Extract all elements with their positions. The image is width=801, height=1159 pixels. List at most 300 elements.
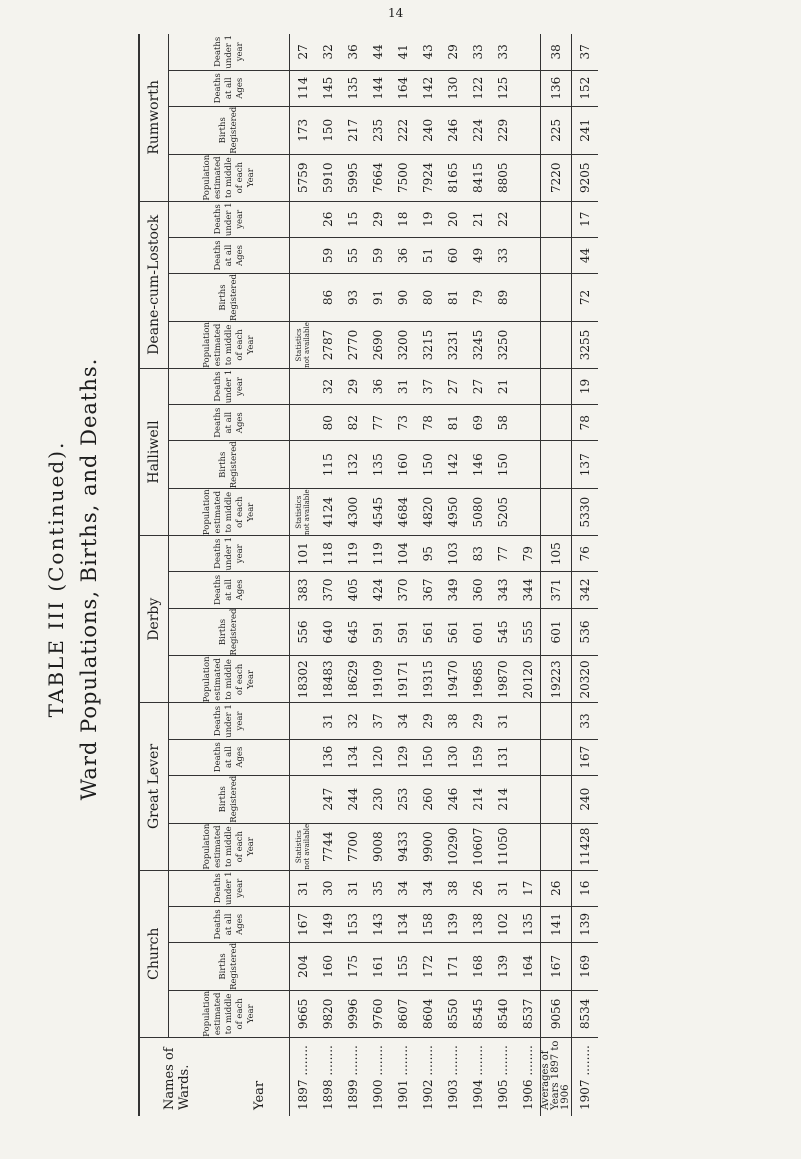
table-cell: 405 (340, 572, 365, 608)
table-cell: 370 (390, 572, 415, 608)
table-cell: 241 (572, 106, 599, 154)
table-cell: 153 (340, 906, 365, 942)
table-cell: 38 (541, 34, 572, 70)
table-cell: 222 (390, 106, 415, 154)
table-cell: 37 (365, 703, 390, 739)
table-cell: 118 (315, 536, 340, 572)
table-cell: 139 (572, 906, 599, 942)
table-cell: 69 (465, 405, 490, 441)
table-cell: 8537 (515, 990, 541, 1037)
table-cell: 383 (290, 572, 316, 608)
table-cell: 137 (572, 441, 599, 489)
table-cell (515, 237, 541, 273)
year-header-label: Year (252, 1080, 267, 1110)
table-cell: 146 (465, 441, 490, 489)
table-cell: 21 (490, 368, 515, 404)
table-cell: 4124 (315, 489, 340, 536)
table-cell: 141 (541, 906, 572, 942)
table-cell: 9820 (315, 990, 340, 1037)
column-header: Births Registered (169, 942, 290, 990)
table-cell: 2770 (340, 321, 365, 368)
table-cell: 136 (315, 739, 340, 775)
year-cell: 1899 ........ (345, 1045, 360, 1110)
table-cell (515, 739, 541, 775)
table-cell: 34 (390, 870, 415, 906)
table-cell: 8165 (440, 154, 465, 201)
table-cell: 32 (340, 703, 365, 739)
table-cell: 167 (572, 739, 599, 775)
year-cell: 1898 ........ (320, 1045, 335, 1110)
table-cell: 31 (290, 870, 316, 906)
table-row (290, 34, 316, 1116)
table-cell (515, 106, 541, 154)
table-cell: 240 (415, 106, 440, 154)
table-cell: 164 (390, 70, 415, 106)
table-row (490, 34, 515, 1116)
table-cell: 9205 (572, 154, 599, 201)
table-cell (541, 441, 572, 489)
table-cell: 7500 (390, 154, 415, 201)
table-cell: 349 (440, 572, 465, 608)
column-header: Births Registered (169, 608, 290, 656)
table-cell: 9900 (415, 823, 440, 870)
table-cell: 37 (572, 34, 599, 70)
table-cell: 122 (465, 70, 490, 106)
table-cell: 164 (515, 942, 541, 990)
column-header: Deaths at all Ages (169, 739, 290, 775)
table-cell: 4820 (415, 489, 440, 536)
table-cell (515, 823, 541, 870)
table-cell (541, 201, 572, 237)
table-cell: 3250 (490, 321, 515, 368)
table-cell: 81 (440, 274, 465, 322)
table-cell: 27 (465, 368, 490, 404)
table-cell: 120 (365, 739, 390, 775)
table-cell: 8604 (415, 990, 440, 1037)
table-cell: 20 (440, 201, 465, 237)
table-cell: 115 (315, 441, 340, 489)
table-cell: 360 (465, 572, 490, 608)
column-header: Deaths at all Ages (169, 906, 290, 942)
table-cell (541, 489, 572, 536)
column-header: Births Registered (169, 106, 290, 154)
table-cell: 2787 (315, 321, 340, 368)
table-cell: 38 (440, 703, 465, 739)
table-cell (515, 154, 541, 201)
year-cell: 1906 ........ (520, 1045, 535, 1110)
table-title: TABLE III (Continued). (44, 440, 68, 718)
table-cell: 135 (340, 70, 365, 106)
table-cell: 31 (315, 703, 340, 739)
table-cell: 230 (365, 775, 390, 823)
table-cell: 79 (515, 536, 541, 572)
table-cell: 36 (340, 34, 365, 70)
table-cell: 119 (340, 536, 365, 572)
table-subtitle: Ward Populations, Births, and Deaths. (77, 357, 101, 801)
table-cell (541, 775, 572, 823)
column-header: Deaths under 1 year (169, 536, 290, 572)
table-cell: 235 (365, 106, 390, 154)
table-cell: 134 (340, 739, 365, 775)
table-cell: 131 (490, 739, 515, 775)
table-cell: 19470 (440, 656, 465, 703)
table-cell: 371 (541, 572, 572, 608)
table-cell: 132 (340, 441, 365, 489)
table-cell: 59 (315, 237, 340, 273)
table-cell: 41 (390, 34, 415, 70)
not-available-note: Statistics not available (290, 489, 316, 536)
table-cell: 20320 (572, 656, 599, 703)
table-cell (515, 34, 541, 70)
table-cell: 81 (440, 405, 465, 441)
table-cell: 26 (465, 870, 490, 906)
column-header: Population estimated to middle of each Year (169, 990, 290, 1037)
table-cell: 168 (465, 942, 490, 990)
table-cell: 29 (415, 703, 440, 739)
table-cell: 4300 (340, 489, 365, 536)
table-cell: 35 (365, 870, 390, 906)
table-cell: 26 (541, 870, 572, 906)
table-cell: 150 (415, 441, 440, 489)
column-header: Deaths at all Ages (169, 405, 290, 441)
table-cell: 7700 (340, 823, 365, 870)
table-row (315, 34, 340, 1116)
table-cell: 51 (415, 237, 440, 273)
table-cell: 125 (490, 70, 515, 106)
table-cell: 104 (390, 536, 415, 572)
not-available-note: Statistics not available (290, 321, 316, 368)
table-cell: 246 (440, 775, 465, 823)
ward-header-rumworth: Rumworth (139, 34, 169, 201)
table-cell: 143 (365, 906, 390, 942)
table-cell: 247 (315, 775, 340, 823)
table-cell (290, 368, 316, 404)
table-cell: 136 (541, 70, 572, 106)
table-cell: 72 (572, 274, 599, 322)
table-cell: 78 (415, 405, 440, 441)
table-cell: 79 (465, 274, 490, 322)
table-cell: 555 (515, 608, 541, 656)
table-cell: 5995 (340, 154, 365, 201)
table-cell: 33 (572, 703, 599, 739)
table-cell: 29 (465, 703, 490, 739)
table-cell: 229 (490, 106, 515, 154)
column-header: Population estimated to middle of each Year (169, 321, 290, 368)
table-cell: 32 (315, 368, 340, 404)
table-cell: 80 (315, 405, 340, 441)
table-cell: 114 (290, 70, 316, 106)
table-cell: 89 (490, 274, 515, 322)
table-cell: 5759 (290, 154, 316, 201)
table-cell: 31 (390, 368, 415, 404)
table-cell (290, 739, 316, 775)
table-cell: 8540 (490, 990, 515, 1037)
table-row (415, 34, 440, 1116)
table-cell (541, 321, 572, 368)
table-cell: 11428 (572, 823, 599, 870)
year-cell: 1904 ........ (470, 1045, 485, 1110)
table-cell: 561 (440, 608, 465, 656)
column-header: Population estimated to middle of each Year (169, 154, 290, 201)
table-cell (290, 201, 316, 237)
table-cell: 21 (465, 201, 490, 237)
table-cell (515, 201, 541, 237)
table-cell: 8607 (390, 990, 415, 1037)
table-cell: 9996 (340, 990, 365, 1037)
table-cell: 134 (390, 906, 415, 942)
table-cell (541, 368, 572, 404)
table-cell: 4950 (440, 489, 465, 536)
table-cell: 32 (315, 34, 340, 70)
table-cell: 10290 (440, 823, 465, 870)
table-cell: 343 (490, 572, 515, 608)
table-cell: 591 (365, 608, 390, 656)
table-cell: 172 (415, 942, 440, 990)
table-cell: 424 (365, 572, 390, 608)
table-cell (515, 489, 541, 536)
table-cell: 10607 (465, 823, 490, 870)
table-cell: 26 (315, 201, 340, 237)
table-cell: 3231 (440, 321, 465, 368)
column-header: Deaths at all Ages (169, 237, 290, 273)
table-cell: 33 (490, 237, 515, 273)
ward-table (138, 34, 598, 1116)
table-cell: 135 (515, 906, 541, 942)
column-header: Deaths under 1 year (169, 870, 290, 906)
table-cell: 78 (572, 405, 599, 441)
table-cell: 9008 (365, 823, 390, 870)
table-cell: 34 (390, 703, 415, 739)
table-cell: 7664 (365, 154, 390, 201)
table-cell (541, 703, 572, 739)
names-of-wards-header (139, 1037, 290, 1116)
table-cell: 167 (290, 906, 316, 942)
table-cell (515, 70, 541, 106)
table-cell (515, 441, 541, 489)
table-cell: 19 (572, 368, 599, 404)
not-available-note: Statistics not available (290, 823, 316, 870)
names-of-wards-label: Names of Wards. (162, 1047, 192, 1110)
table-cell: 344 (515, 572, 541, 608)
table-cell (541, 274, 572, 322)
averages-label: Averages of Years 1897 to 1906 (541, 1037, 572, 1116)
table-cell: 7220 (541, 154, 572, 201)
table-cell: 158 (415, 906, 440, 942)
table-cell: 17 (515, 870, 541, 906)
table-cell: 169 (572, 942, 599, 990)
table-cell (290, 703, 316, 739)
table-cell: 33 (465, 34, 490, 70)
table-cell: 38 (440, 870, 465, 906)
table-cell: 139 (490, 942, 515, 990)
table-cell: 105 (541, 536, 572, 572)
table-cell: 16 (572, 870, 599, 906)
column-header: Population estimated to middle of each Year (169, 489, 290, 536)
table-cell: 36 (390, 237, 415, 273)
table-cell: 76 (572, 536, 599, 572)
table-cell: 246 (440, 106, 465, 154)
table-cell: 60 (440, 237, 465, 273)
table-cell: 160 (390, 441, 415, 489)
table-cell: 260 (415, 775, 440, 823)
table-cell: 19223 (541, 656, 572, 703)
table-cell: 8550 (440, 990, 465, 1037)
table-cell: 101 (290, 536, 316, 572)
table-cell: 142 (440, 441, 465, 489)
table-row (340, 34, 365, 1116)
ward-header-great-lever: Great Lever (139, 703, 169, 870)
table-row (572, 34, 599, 1116)
table-cell: 224 (465, 106, 490, 154)
table-cell: 43 (415, 34, 440, 70)
table-cell: 145 (315, 70, 340, 106)
table-cell: 31 (490, 870, 515, 906)
table-cell: 49 (465, 237, 490, 273)
table-cell (515, 703, 541, 739)
table-cell: 36 (365, 368, 390, 404)
table-cell: 142 (415, 70, 440, 106)
table-cell: 139 (440, 906, 465, 942)
table-cell: 3200 (390, 321, 415, 368)
table-row (440, 34, 465, 1116)
table-cell: 2690 (365, 321, 390, 368)
table-cell: 225 (541, 106, 572, 154)
table-cell (290, 775, 316, 823)
table-cell: 90 (390, 274, 415, 322)
table-cell: 44 (365, 34, 390, 70)
table-cell: 214 (490, 775, 515, 823)
table-cell: 8534 (572, 990, 599, 1037)
table-cell: 22 (490, 201, 515, 237)
rotated-table-block (40, 34, 740, 1124)
table-cell: 556 (290, 608, 316, 656)
page-number: 14 (388, 6, 404, 20)
table-cell: 161 (365, 942, 390, 990)
table-cell: 601 (541, 608, 572, 656)
table-cell: 204 (290, 942, 316, 990)
table-cell: 253 (390, 775, 415, 823)
table-cell: 31 (490, 703, 515, 739)
table-cell: 217 (340, 106, 365, 154)
table-cell: 29 (440, 34, 465, 70)
ward-header-halliwell: Halliwell (139, 368, 169, 535)
table-cell: 119 (365, 536, 390, 572)
table-cell: 17 (572, 201, 599, 237)
table-cell: 4684 (390, 489, 415, 536)
column-header: Population estimated to middle of each Year (169, 656, 290, 703)
table-cell (290, 441, 316, 489)
table-cell (541, 739, 572, 775)
table-row (465, 34, 490, 1116)
table-cell: 5080 (465, 489, 490, 536)
table-cell: 135 (365, 441, 390, 489)
table-cell: 73 (390, 405, 415, 441)
table-cell: 370 (315, 572, 340, 608)
table-cell: 5910 (315, 154, 340, 201)
table-cell: 173 (290, 106, 316, 154)
table-cell: 19109 (365, 656, 390, 703)
table-cell: 138 (465, 906, 490, 942)
table-cell: 33 (490, 34, 515, 70)
table-cell (515, 321, 541, 368)
table-cell: 5205 (490, 489, 515, 536)
year-cell: 1905 ........ (495, 1045, 510, 1110)
table-cell: 18302 (290, 656, 316, 703)
ward-header-deane-cum-lostock: Deane-cum-Lostock (139, 201, 169, 368)
table-cell (290, 274, 316, 322)
table-cell: 103 (440, 536, 465, 572)
year-cell: 1907 ........ (578, 1045, 592, 1110)
table-cell: 130 (440, 739, 465, 775)
table-cell: 7924 (415, 154, 440, 201)
column-header: Deaths under 1 year (169, 703, 290, 739)
table-cell: 129 (390, 739, 415, 775)
column-header: Deaths at all Ages (169, 572, 290, 608)
column-header: Deaths under 1 year (169, 34, 290, 70)
table-cell: 19171 (390, 656, 415, 703)
table-cell: 3245 (465, 321, 490, 368)
year-cell: 1897 ........ (295, 1045, 310, 1110)
table-cell: 77 (365, 405, 390, 441)
table-cell: 58 (490, 405, 515, 441)
table-cell: 95 (415, 536, 440, 572)
column-header: Population estimated to middle of each Year (169, 823, 290, 870)
table-cell: 9056 (541, 990, 572, 1037)
table-cell: 561 (415, 608, 440, 656)
table-cell (515, 368, 541, 404)
table-cell: 93 (340, 274, 365, 322)
year-cell: 1901 ........ (395, 1045, 410, 1110)
table-cell: 150 (315, 106, 340, 154)
table-cell: 150 (415, 739, 440, 775)
table-cell: 3215 (415, 321, 440, 368)
table-cell: 214 (465, 775, 490, 823)
column-header: Deaths under 1 year (169, 368, 290, 404)
year-cell: 1902 ........ (420, 1045, 435, 1110)
table-cell: 59 (365, 237, 390, 273)
table-cell: 18629 (340, 656, 365, 703)
table-cell: 4545 (365, 489, 390, 536)
column-header: Deaths at all Ages (169, 70, 290, 106)
table-row (515, 34, 541, 1116)
table-cell: 77 (490, 536, 515, 572)
table-cell: 591 (390, 608, 415, 656)
table-cell (541, 823, 572, 870)
table-cell: 130 (440, 70, 465, 106)
ward-header-church: Church (139, 870, 169, 1037)
table-cell: 15 (340, 201, 365, 237)
table-cell: 160 (315, 942, 340, 990)
table-cell (515, 274, 541, 322)
table-cell: 86 (315, 274, 340, 322)
column-header: Births Registered (169, 441, 290, 489)
table-cell: 31 (340, 870, 365, 906)
table-cell: 3255 (572, 321, 599, 368)
table-cell: 19870 (490, 656, 515, 703)
table-cell: 44 (572, 237, 599, 273)
table-cell: 34 (415, 870, 440, 906)
table-cell: 367 (415, 572, 440, 608)
year-cell: 1903 ........ (445, 1045, 460, 1110)
table-cell: 342 (572, 572, 599, 608)
table-cell: 144 (365, 70, 390, 106)
table-cell: 11050 (490, 823, 515, 870)
table-cell: 8545 (465, 990, 490, 1037)
table-cell: 19685 (465, 656, 490, 703)
column-header: Deaths under 1 year (169, 201, 290, 237)
table-cell: 159 (465, 739, 490, 775)
ward-header-derby: Derby (139, 536, 169, 703)
